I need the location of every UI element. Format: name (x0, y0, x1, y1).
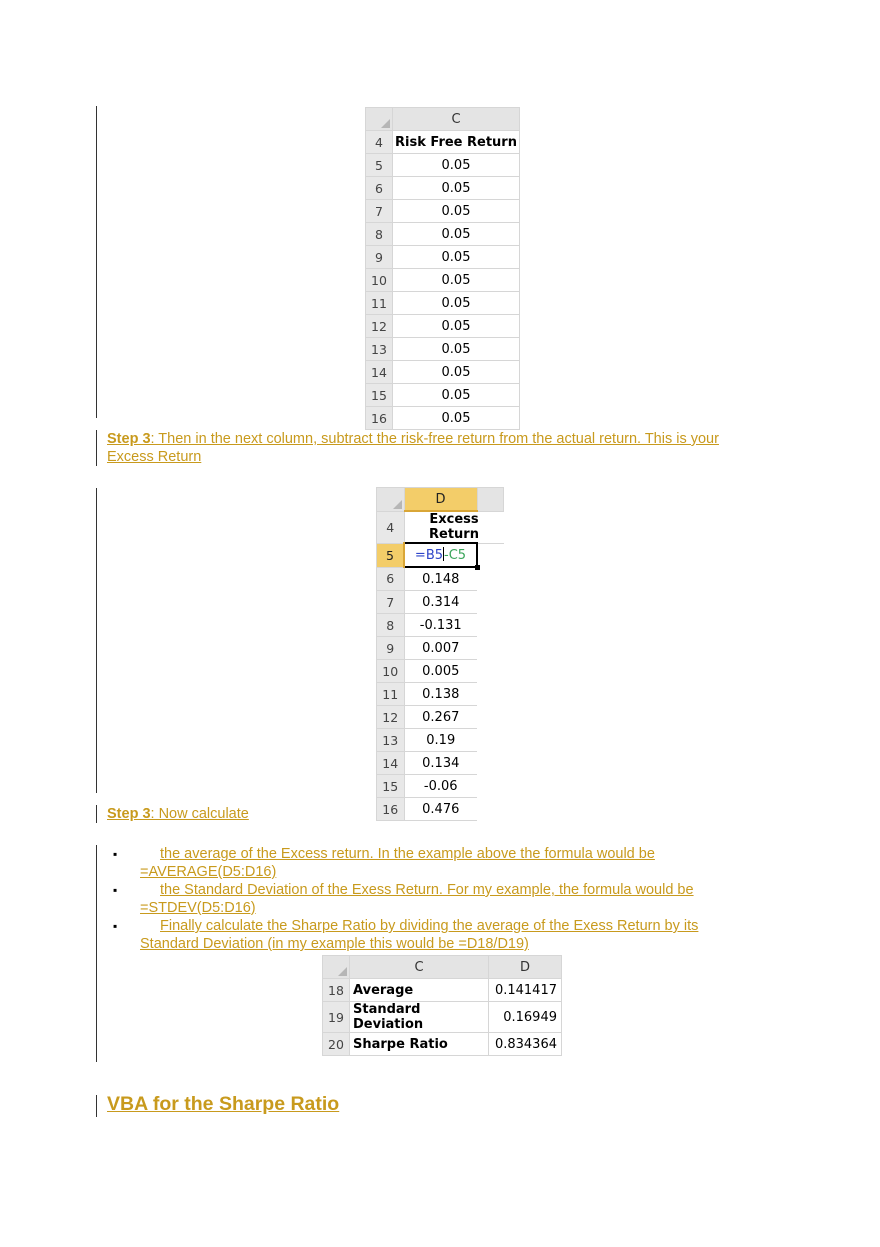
row-number: 12 (377, 706, 405, 729)
row-number: 13 (366, 338, 393, 361)
bullet-marker: ▪ (113, 883, 118, 897)
table-row (377, 775, 504, 798)
table-row (377, 660, 504, 683)
risk-free-value-cell: 0.05 (393, 177, 520, 200)
row-number: 12 (366, 315, 393, 338)
row-number: 11 (366, 292, 393, 315)
excess-return-value-cell: 0.19 (404, 729, 477, 752)
table-row (366, 338, 520, 361)
column-header-next (477, 488, 504, 512)
row-number: 8 (377, 614, 405, 637)
formula-ref-b5: =B5 (414, 548, 444, 563)
bullet-text-line1: the average of the Excess return. In the example above the formula would be (160, 846, 655, 862)
excess-return-value-cell: 0.148 (404, 567, 477, 591)
risk-free-value-cell: 0.05 (393, 384, 520, 407)
row-number: 20 (323, 1033, 350, 1056)
select-all-corner (323, 956, 350, 979)
row-number: 18 (323, 979, 350, 1002)
risk-free-value-cell: 0.05 (393, 246, 520, 269)
bullet-text-line1: Finally calculate the Sharpe Ratio by dividing the average of the Exess Return by its (160, 918, 699, 934)
row-number: 6 (377, 567, 405, 591)
table-row (377, 591, 504, 614)
risk-free-return-rows (366, 154, 520, 430)
sharpe-ratio-results-sheet (322, 955, 562, 1056)
table-row (366, 246, 520, 269)
table-row (366, 223, 520, 246)
column-header-c: C (393, 108, 520, 131)
risk-free-value-cell: 0.05 (393, 154, 520, 177)
select-all-corner (377, 488, 405, 512)
row-number: 11 (377, 683, 405, 706)
row-number: 19 (323, 1002, 350, 1033)
risk-free-value-cell: 0.05 (393, 269, 520, 292)
change-bar (96, 805, 97, 823)
column-header-c: C (350, 956, 489, 979)
table-row (366, 407, 520, 430)
row-number: 10 (377, 660, 405, 683)
calculation-steps-list (113, 845, 763, 953)
risk-free-value-cell: 0.05 (393, 315, 520, 338)
bullet-text-line2: =AVERAGE(D5:D16) (140, 864, 277, 880)
table-row (366, 269, 520, 292)
table-row (377, 567, 504, 591)
step3-calculate-instruction (107, 805, 249, 823)
vba-section-heading: VBA for the Sharpe Ratio (107, 1093, 340, 1115)
excess-return-value-cell: 0.476 (404, 798, 477, 821)
row-number-active: 5 (377, 543, 405, 567)
row-number: 6 (366, 177, 393, 200)
risk-free-value-cell: 0.05 (393, 361, 520, 384)
table-row (366, 315, 520, 338)
table-row (366, 177, 520, 200)
row-number: 16 (377, 798, 405, 821)
row-number: 4 (377, 511, 405, 543)
result-value-cell: 0.141417 (489, 979, 562, 1002)
risk-free-value-cell: 0.05 (393, 200, 520, 223)
table-row (366, 154, 520, 177)
change-bar (96, 488, 97, 793)
table-row (366, 361, 520, 384)
table-row (366, 200, 520, 223)
excess-return-rows (377, 567, 504, 821)
excess-return-sheet (376, 487, 504, 821)
change-bar (96, 106, 97, 418)
step-label: Step 3 (107, 431, 151, 447)
risk-free-value-cell: 0.05 (393, 292, 520, 315)
row-number: 15 (377, 775, 405, 798)
change-bar (96, 845, 97, 1062)
excess-return-value-cell: 0.134 (404, 752, 477, 775)
select-all-corner (366, 108, 393, 131)
excess-return-value-cell: 0.005 (404, 660, 477, 683)
row-number: 14 (377, 752, 405, 775)
risk-free-return-sheet (365, 107, 520, 430)
bullet-marker: ▪ (113, 919, 118, 933)
table-row (377, 752, 504, 775)
row-number: 9 (366, 246, 393, 269)
risk-free-return-header: Risk Free Return (393, 131, 520, 154)
table-row (323, 1033, 562, 1056)
step-text: : Now calculate (150, 806, 249, 822)
row-number: 5 (366, 154, 393, 177)
excess-return-value-cell: 0.314 (404, 591, 477, 614)
step-text: : Then in the next column, subtract the risk-free return from the actual return. This is your (150, 431, 719, 447)
results-rows (323, 979, 562, 1056)
table-row (377, 637, 504, 660)
active-formula-cell[interactable] (404, 543, 477, 567)
table-row (366, 292, 520, 315)
table-row (323, 979, 562, 1002)
step-label: Step 3 (107, 806, 151, 822)
result-label-cell: Sharpe Ratio (350, 1033, 489, 1056)
change-bar (96, 1095, 97, 1117)
table-row (377, 683, 504, 706)
change-bar (96, 430, 97, 466)
excess-return-value-cell: 0.138 (404, 683, 477, 706)
row-number: 16 (366, 407, 393, 430)
row-number: 15 (366, 384, 393, 407)
row-number: 8 (366, 223, 393, 246)
row-number: 14 (366, 361, 393, 384)
table-row (377, 729, 504, 752)
column-header-d: D (489, 956, 562, 979)
table-row (366, 384, 520, 407)
row-number: 7 (366, 200, 393, 223)
row-number: 9 (377, 637, 405, 660)
bullet-text-line2: Standard Deviation (in my example this would be =D18/D19) (140, 936, 529, 952)
result-label-cell: Standard Deviation (350, 1002, 489, 1033)
column-header-d: D (404, 488, 477, 512)
bullet-marker: ▪ (113, 847, 118, 861)
risk-free-value-cell: 0.05 (393, 338, 520, 361)
risk-free-value-cell: 0.05 (393, 223, 520, 246)
list-item (113, 917, 763, 953)
table-row (377, 706, 504, 729)
step3-excess-return-instruction (107, 430, 787, 466)
list-item (113, 881, 763, 917)
bullet-text-line1: the Standard Deviation of the Exess Return. For my example, the formula would be (160, 882, 694, 898)
excess-return-value-cell: -0.06 (404, 775, 477, 798)
result-value-cell: 0.16949 (489, 1002, 562, 1033)
list-item (113, 845, 763, 881)
excess-return-value-cell: 0.007 (404, 637, 477, 660)
result-label-cell: Average (350, 979, 489, 1002)
excess-return-value-cell: -0.131 (404, 614, 477, 637)
step-text-line2: Excess Return (107, 449, 202, 465)
bullet-text-line2: =STDEV(D5:D16) (140, 900, 256, 916)
table-row (323, 1002, 562, 1033)
table-row (377, 798, 504, 821)
excess-return-header: Excess Return (404, 511, 504, 543)
row-number: 7 (377, 591, 405, 614)
risk-free-value-cell: 0.05 (393, 407, 520, 430)
table-row (377, 614, 504, 637)
excess-return-value-cell: 0.267 (404, 706, 477, 729)
row-number: 13 (377, 729, 405, 752)
formula-ref-c5: -C5 (444, 548, 467, 563)
row-number: 10 (366, 269, 393, 292)
row-number: 4 (366, 131, 393, 154)
result-value-cell: 0.834364 (489, 1033, 562, 1056)
